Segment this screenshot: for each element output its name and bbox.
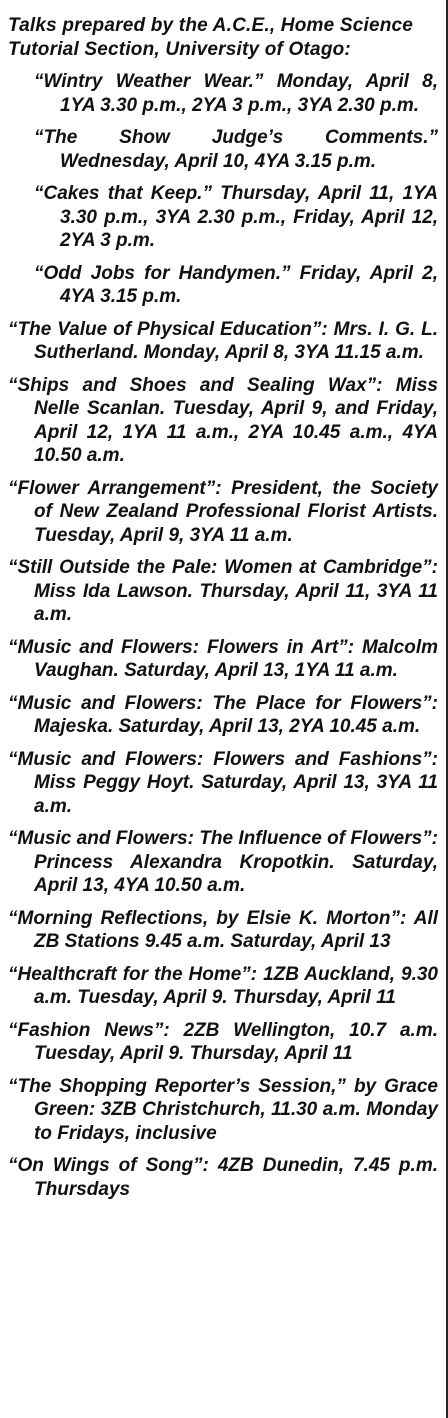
talks-list <box>8 318 438 1202</box>
list-item: “Morning Reflections, by Elsie K. Morton”: All ZB Stations 9.45 a.m. Saturday, April 13 <box>8 907 438 952</box>
list-item: “Ships and Shoes and Sealing Wax”: Miss Nelle Scanlan. Tuesday, April 9, and Friday, April 12, 1YA 11 a.m., 2YA 10.45 a.m., 4YA 10.50 a.m. <box>8 374 438 466</box>
list-item: “The Value of Physical Education”: Mrs. I. G. L. Sutherland. Monday, April 8, 3YA 11.15 a.m. <box>8 318 438 363</box>
list-item: “The Shopping Reporter’s Session,” by Grace Green: 3ZB Christchurch, 11.30 a.m. Monday to Fridays, inclusive <box>8 1075 438 1144</box>
list-item: “Fashion News”: 2ZB Wellington, 10.7 a.m. Tuesday, April 9. Thursday, April 11 <box>8 1019 438 1064</box>
list-item: “Wintry Weather Wear.” Monday, April 8, 1YA 3.30 p.m., 2YA 3 p.m., 3YA 2.30 p.m. <box>34 71 438 116</box>
list-item: “Healthcraft for the Home”: 1ZB Auckland, 9.30 a.m. Tuesday, April 9. Thursday, April 11 <box>8 963 438 1008</box>
list-item: “Still Outside the Pale: Women at Cambridge”: Miss Ida Lawson. Thursday, April 11, 3YA 11 a.m. <box>8 557 438 625</box>
list-item: “Odd Jobs for Handymen.” Friday, April 2, 4YA 3.15 p.m. <box>34 262 438 307</box>
list-item: “Music and Flowers: Flowers and Fashions”: Miss Peggy Hoyt. Saturday, April 13, 3YA 11 a.m. <box>8 748 438 817</box>
list-item: “Music and Flowers: The Place for Flowers”: Majeska. Saturday, April 13, 2YA 10.45 a.m. <box>8 692 438 737</box>
list-item: “Cakes that Keep.” Thursday, April 11, 1YA 3.30 p.m., 3YA 2.30 p.m., Friday, April 12, 2YA 3 p.m. <box>34 183 438 251</box>
list-item: “On Wings of Song”: 4ZB Dunedin, 7.45 p.m. Thursdays <box>8 1155 438 1200</box>
list-item: “Flower Arrangement”: President, the Society of New Zealand Professional Florist Artists. Tuesday, April 9, 3YA 11 a.m. <box>8 477 438 546</box>
ace-talks-list <box>8 70 438 309</box>
list-item: “Music and Flowers: Flowers in Art”: Malcolm Vaughan. Saturday, April 13, 1YA 11 a.m. <box>8 636 438 681</box>
list-item: “Music and Flowers: The Influence of Flowers”: Princess Alexandra Kropotkin. Saturday, April 13, 4YA 10.50 a.m. <box>8 828 438 896</box>
intro-heading: Talks prepared by the A.C.E., Home Science Tutorial Section, University of Otago: <box>8 15 414 60</box>
list-item: “The Show Judge’s Comments.” Wednesday, April 10, 4YA 3.15 p.m. <box>34 127 438 172</box>
